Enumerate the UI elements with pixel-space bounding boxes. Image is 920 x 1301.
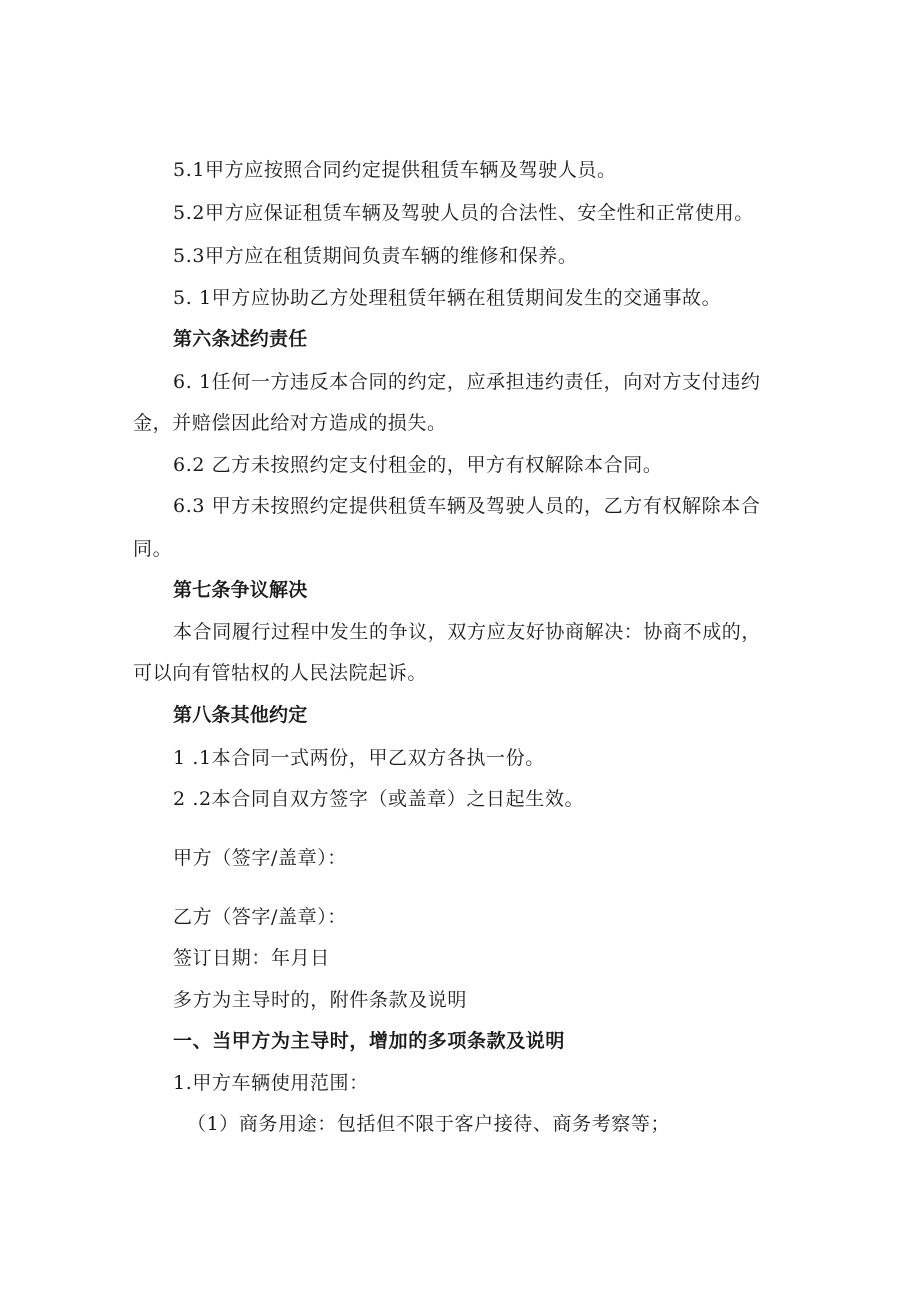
clause-5-2: 5.2甲方应保证租赁车辆及驾驶人员的合法性、安全性和正常使用。 — [173, 202, 754, 224]
clause-5-4: 5. 1甲方应协助乙方处理租赁年辆在租赁期间发生的交通事故。 — [173, 287, 722, 309]
party-b-signature: 乙方（答字/盖章）： — [173, 906, 347, 928]
clause-6-3-line2: 同。 — [133, 538, 173, 560]
clause-8-2: 2 .2本合同自双方签字（或盖章）之日起生效。 — [173, 788, 585, 810]
article-7-body-line2: 可以向有管牯权的人民法院起诉。 — [133, 662, 428, 684]
appendix-sub-item-1: （1）商务用途：包括但不限于客户接待、商务考察等； — [187, 1113, 671, 1135]
clause-8-1: 1 .1本合同一式两份，甲乙双方各执一份。 — [173, 747, 545, 769]
clause-5-1: 5.1甲方应按照合同约定提供租赁车辆及驾驶人员。 — [173, 159, 617, 181]
clause-6-2: 6.2 乙方未按照约定支付租金的，甲方有权解除本合同。 — [173, 454, 663, 476]
signing-date: 签订日期：年月日 — [173, 947, 330, 969]
appendix-intro: 多方为主导时的，附件条款及说明 — [173, 989, 468, 1011]
article-7-body-line1: 本合同履行过程中发生的争议，双方应友好协商解决：协商不成的， — [173, 621, 762, 643]
clause-5-3: 5.3甲方应在租赁期间负责车辆的维修和保养。 — [173, 245, 578, 267]
clause-6-1-line1: 6. 1任何一方违反本合同的约定，应承担违约责任，向对方支付违约 — [173, 371, 761, 393]
appendix-item-1: 1.甲方车辆使用范围： — [173, 1072, 369, 1094]
article-7-heading: 第七条争议解决 — [173, 579, 308, 601]
clause-6-3-line1: 6.3 甲方未按照约定提供租赁车辆及驾驶人员的，乙方有权解除本合 — [173, 495, 761, 517]
party-a-signature: 甲方（签字/盖章）： — [173, 847, 347, 869]
article-6-heading: 第六条述约责任 — [173, 328, 308, 350]
article-8-heading: 第八条其他约定 — [173, 704, 308, 726]
clause-6-1-line2: 金，并赔偿因此给对方造成的损失。 — [133, 412, 447, 434]
appendix-section-1-heading: 一、当甲方为主导时，增加的多项条款及说明 — [173, 1030, 566, 1052]
